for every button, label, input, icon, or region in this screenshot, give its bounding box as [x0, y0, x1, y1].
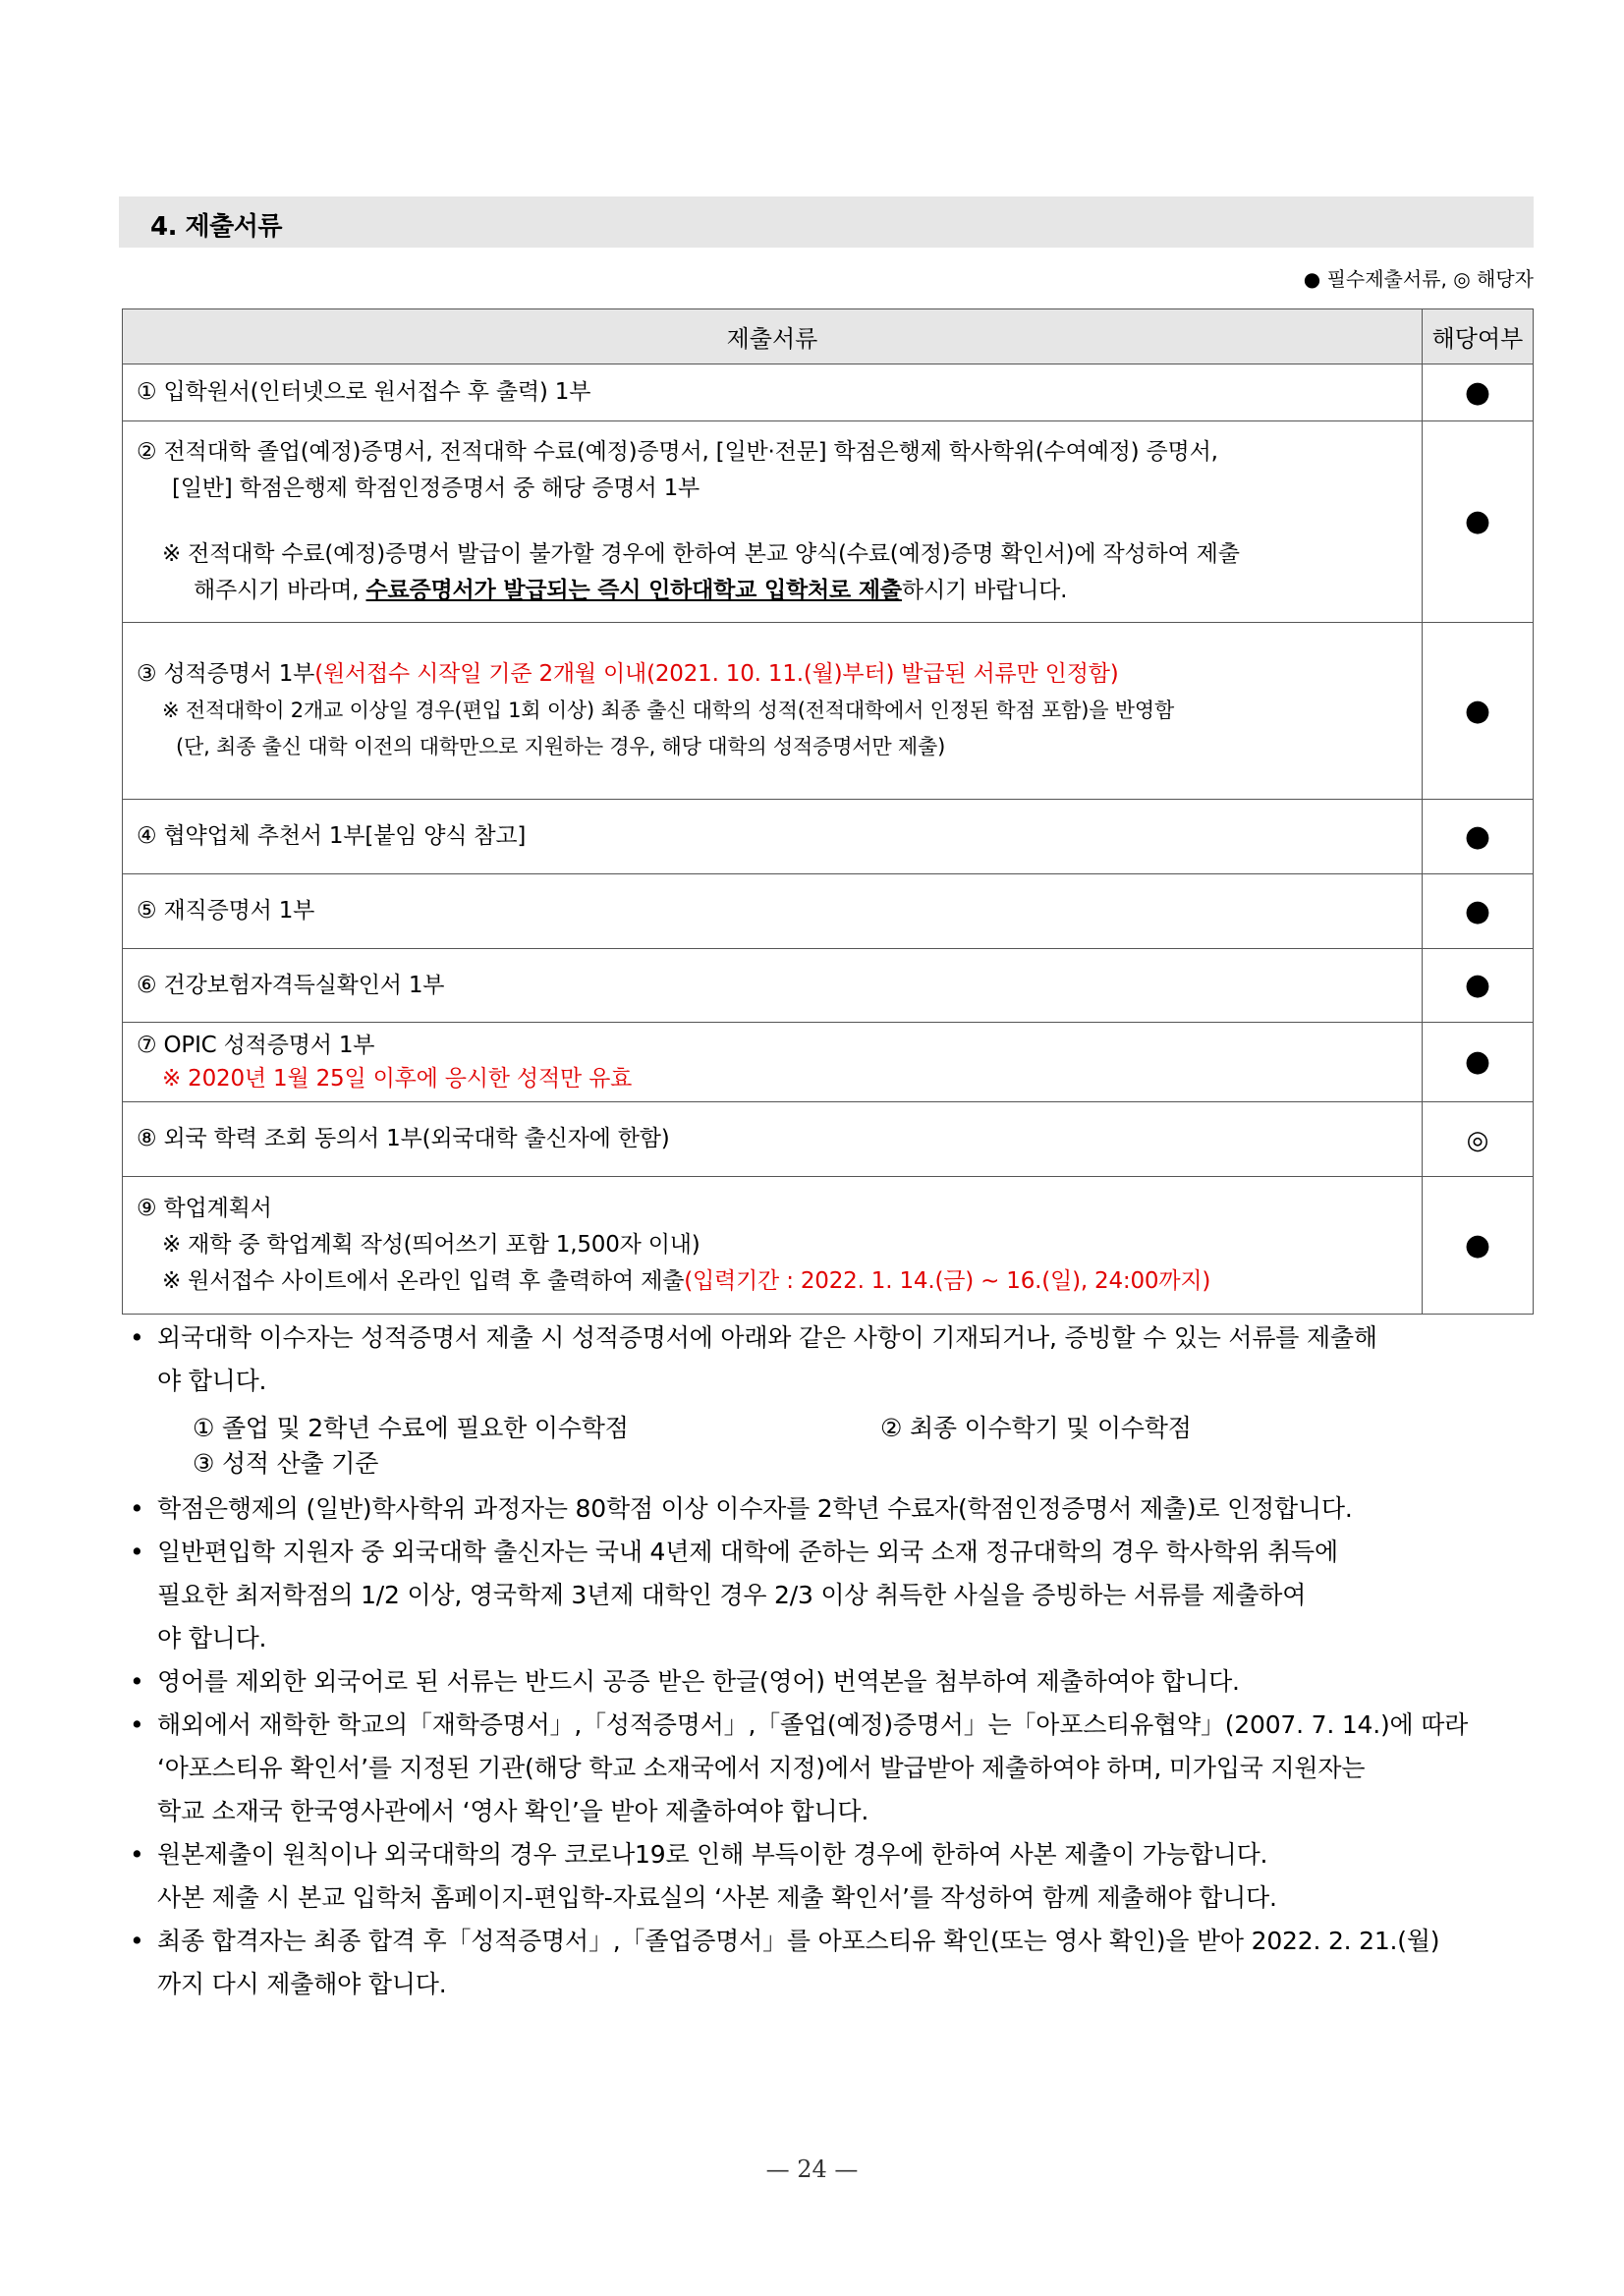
section-header — [119, 196, 1534, 248]
input-period: (입력기간 : 2022. 1. 14.(금) ~ 16.(일), 24:00까지) — [684, 1268, 1211, 1294]
document-label-cont: [일반] 학점은행제 학점인정증명서 중 해당 증명서 1부 — [172, 476, 700, 501]
document-label: ⑧ 외국 학력 조회 동의서 1부(외국대학 출신자에 한함) — [137, 1126, 670, 1151]
table-row — [123, 949, 1534, 1023]
document-note: ※ 재학 중 학업계획 작성(띄어쓰기 포함 1,500자 이내) — [162, 1232, 700, 1258]
document-label: ① 입학원서(인터넷으로 원서접수 후 출력) 1부 — [137, 379, 591, 405]
document-cell — [123, 1177, 1423, 1315]
list-item: • 영어를 제외한 외국어로 된 서류는 반드시 공증 받은 한글(영어) 번역본을 첨부하여 제출하여야 합니다. — [130, 1660, 1535, 1704]
document-label: ⑥ 건강보험자격득실확인서 1부 — [137, 972, 445, 998]
list-item: • 일반편입학 지원자 중 외국대학 출신자는 국내 4년제 대학에 준하는 외국 소재 정규대학의 경우 학사학위 취득에 필요한 최저학점의 1/2 이상, 영국학제 3년제 대학인 경우 2/3 이상 취득한 사실을 증빙하는 서류를 제출하여 야 합니다. — [130, 1531, 1535, 1660]
document-cell — [123, 874, 1423, 949]
emphasis-text: 수료증명서가 발급되는 즉시 인하대학교 입학처로 제출 — [365, 578, 902, 603]
document-note: ※ 원서접수 사이트에서 온라인 입력 후 출력하여 제출(입력기간 : 2022. 1. 14.(금) ~ 16.(일), 24:00까지) — [162, 1268, 1211, 1294]
required-mark: ● — [1423, 800, 1534, 874]
required-mark: ● — [1423, 874, 1534, 949]
document-label: ⑤ 재직증명서 1부 — [137, 898, 315, 924]
list-item: • 최종 합격자는 최종 합격 후「성적증명서」,「졸업증명서」를 아포스티유 확인(또는 영사 확인)을 받아 2022. 2. 21.(월) 까지 다시 제출해야 합니다. — [130, 1920, 1535, 2006]
sub-item: ③ 성적 산출 기준 — [193, 1449, 379, 1478]
document-note-cont: 해주시기 바라며, 수료증명서가 발급되는 즉시 인하대학교 입학처로 제출하시기 바랍니다. — [194, 578, 1068, 603]
document-cell — [123, 800, 1423, 874]
table-row — [123, 364, 1534, 421]
applicable-mark: ◎ — [1423, 1102, 1534, 1177]
table-row — [123, 1102, 1534, 1177]
document-note: ※ 전적대학이 2개교 이상일 경우(편입 1회 이상) 최종 출신 대학의 성적(전적대학에서 인정된 학점 포함)을 반영함 — [162, 699, 1175, 722]
required-mark: ● — [1423, 1177, 1534, 1315]
header-documents: 제출서류 — [123, 309, 1423, 364]
document-label: ③ 성적증명서 1부(원서접수 시작일 기준 2개월 이내(2021. 10. 11.(월)부터) 발급된 서류만 인정함) — [137, 661, 1119, 687]
list-item: • 원본제출이 원칙이나 외국대학의 경우 코로나19로 인해 부득이한 경우에 한하여 사본 제출이 가능합니다. 사본 제출 시 본교 입학처 홈페이지-편입학-자료실의 ‘사본 제출 확인서’를 작성하여 함께 제출해야 합니다. — [130, 1833, 1535, 1920]
document-label: ⑨ 학업계획서 — [137, 1196, 272, 1221]
deadline-note: (원서접수 시작일 기준 2개월 이내(2021. 10. 11.(월)부터) 발급된 서류만 인정함) — [314, 661, 1119, 687]
list-item: • 학점은행제의 (일반)학사학위 과정자는 80학점 이상 이수자를 2학년 수료자(학점인정증명서 제출)로 인정합니다. — [130, 1487, 1535, 1531]
required-mark: ● — [1423, 364, 1534, 421]
document-cell — [123, 623, 1423, 800]
documents-table — [122, 308, 1534, 1315]
required-mark: ● — [1423, 1023, 1534, 1102]
document-label: ④ 협약업체 추천서 1부[붙임 양식 참고] — [137, 823, 527, 849]
table-row — [123, 1023, 1534, 1102]
table-row — [123, 421, 1534, 623]
validity-note: ※ 2020년 1월 25일 이후에 응시한 성적만 유효 — [162, 1066, 633, 1092]
document-cell — [123, 364, 1423, 421]
sub-item: ② 최종 이수학기 및 이수학점 — [880, 1414, 1192, 1442]
document-label: ② 전적대학 졸업(예정)증명서, 전적대학 수료(예정)증명서, [일반·전문] 학점은행제 학사학위(수여예정) 증명서, — [137, 439, 1218, 465]
table-row — [123, 874, 1534, 949]
required-mark: ● — [1423, 421, 1534, 623]
table-row — [123, 1177, 1534, 1315]
document-cell — [123, 949, 1423, 1023]
required-mark: ● — [1423, 949, 1534, 1023]
list-item: • 해외에서 재학한 학교의「재학증명서」,「성적증명서」,「졸업(예정)증명서」는「아포스티유협약」(2007. 7. 14.)에 따라 ‘아포스티유 확인서’를 지정된 기관(해당 학교 소재국에서 지정)에서 발급받아 제출하여야 하며, 미가입국 지원자는 학교 소재국 한국영사관에서 ‘영사 확인’을 받아 제출하여야 합니다. — [130, 1704, 1535, 1833]
legend: ● 필수제출서류, ◎ 해당자 — [1303, 267, 1534, 291]
document-note: ※ 전적대학 수료(예정)증명서 발급이 불가할 경우에 한하여 본교 양식(수료(예정)증명 확인서)에 작성하여 제출 — [162, 541, 1240, 567]
section-title: 4. 제출서류 — [150, 212, 282, 242]
table-header-row — [123, 309, 1534, 364]
required-mark: ● — [1423, 623, 1534, 800]
page-number: — 24 — — [765, 2156, 859, 2183]
document-cell — [123, 1102, 1423, 1177]
document-label: ⑦ OPIC 성적증명서 1부 — [137, 1033, 375, 1058]
document-cell — [123, 421, 1423, 623]
list-item: • 외국대학 이수자는 성적증명서 제출 시 성적증명서에 아래와 같은 사항이 기재되거나, 증빙할 수 있는 서류를 제출해 야 합니다. ① 졸업 및 2학년 수료에 필요한 이수학점 ② 최종 이수학기 및 이수학점 ③ 성적 산출 기준 — [130, 1316, 1535, 1482]
sub-item: ① 졸업 및 2학년 수료에 필요한 이수학점 — [193, 1414, 629, 1442]
table-row — [123, 623, 1534, 800]
header-applicable: 해당여부 — [1423, 309, 1534, 364]
sub-list — [157, 1411, 1535, 1482]
document-note-cont: (단, 최종 출신 대학 이전의 대학만으로 지원하는 경우, 해당 대학의 성적증명서만 제출) — [176, 735, 946, 758]
document-cell — [123, 1023, 1423, 1102]
notice-list — [130, 1316, 1535, 2006]
table-row — [123, 800, 1534, 874]
